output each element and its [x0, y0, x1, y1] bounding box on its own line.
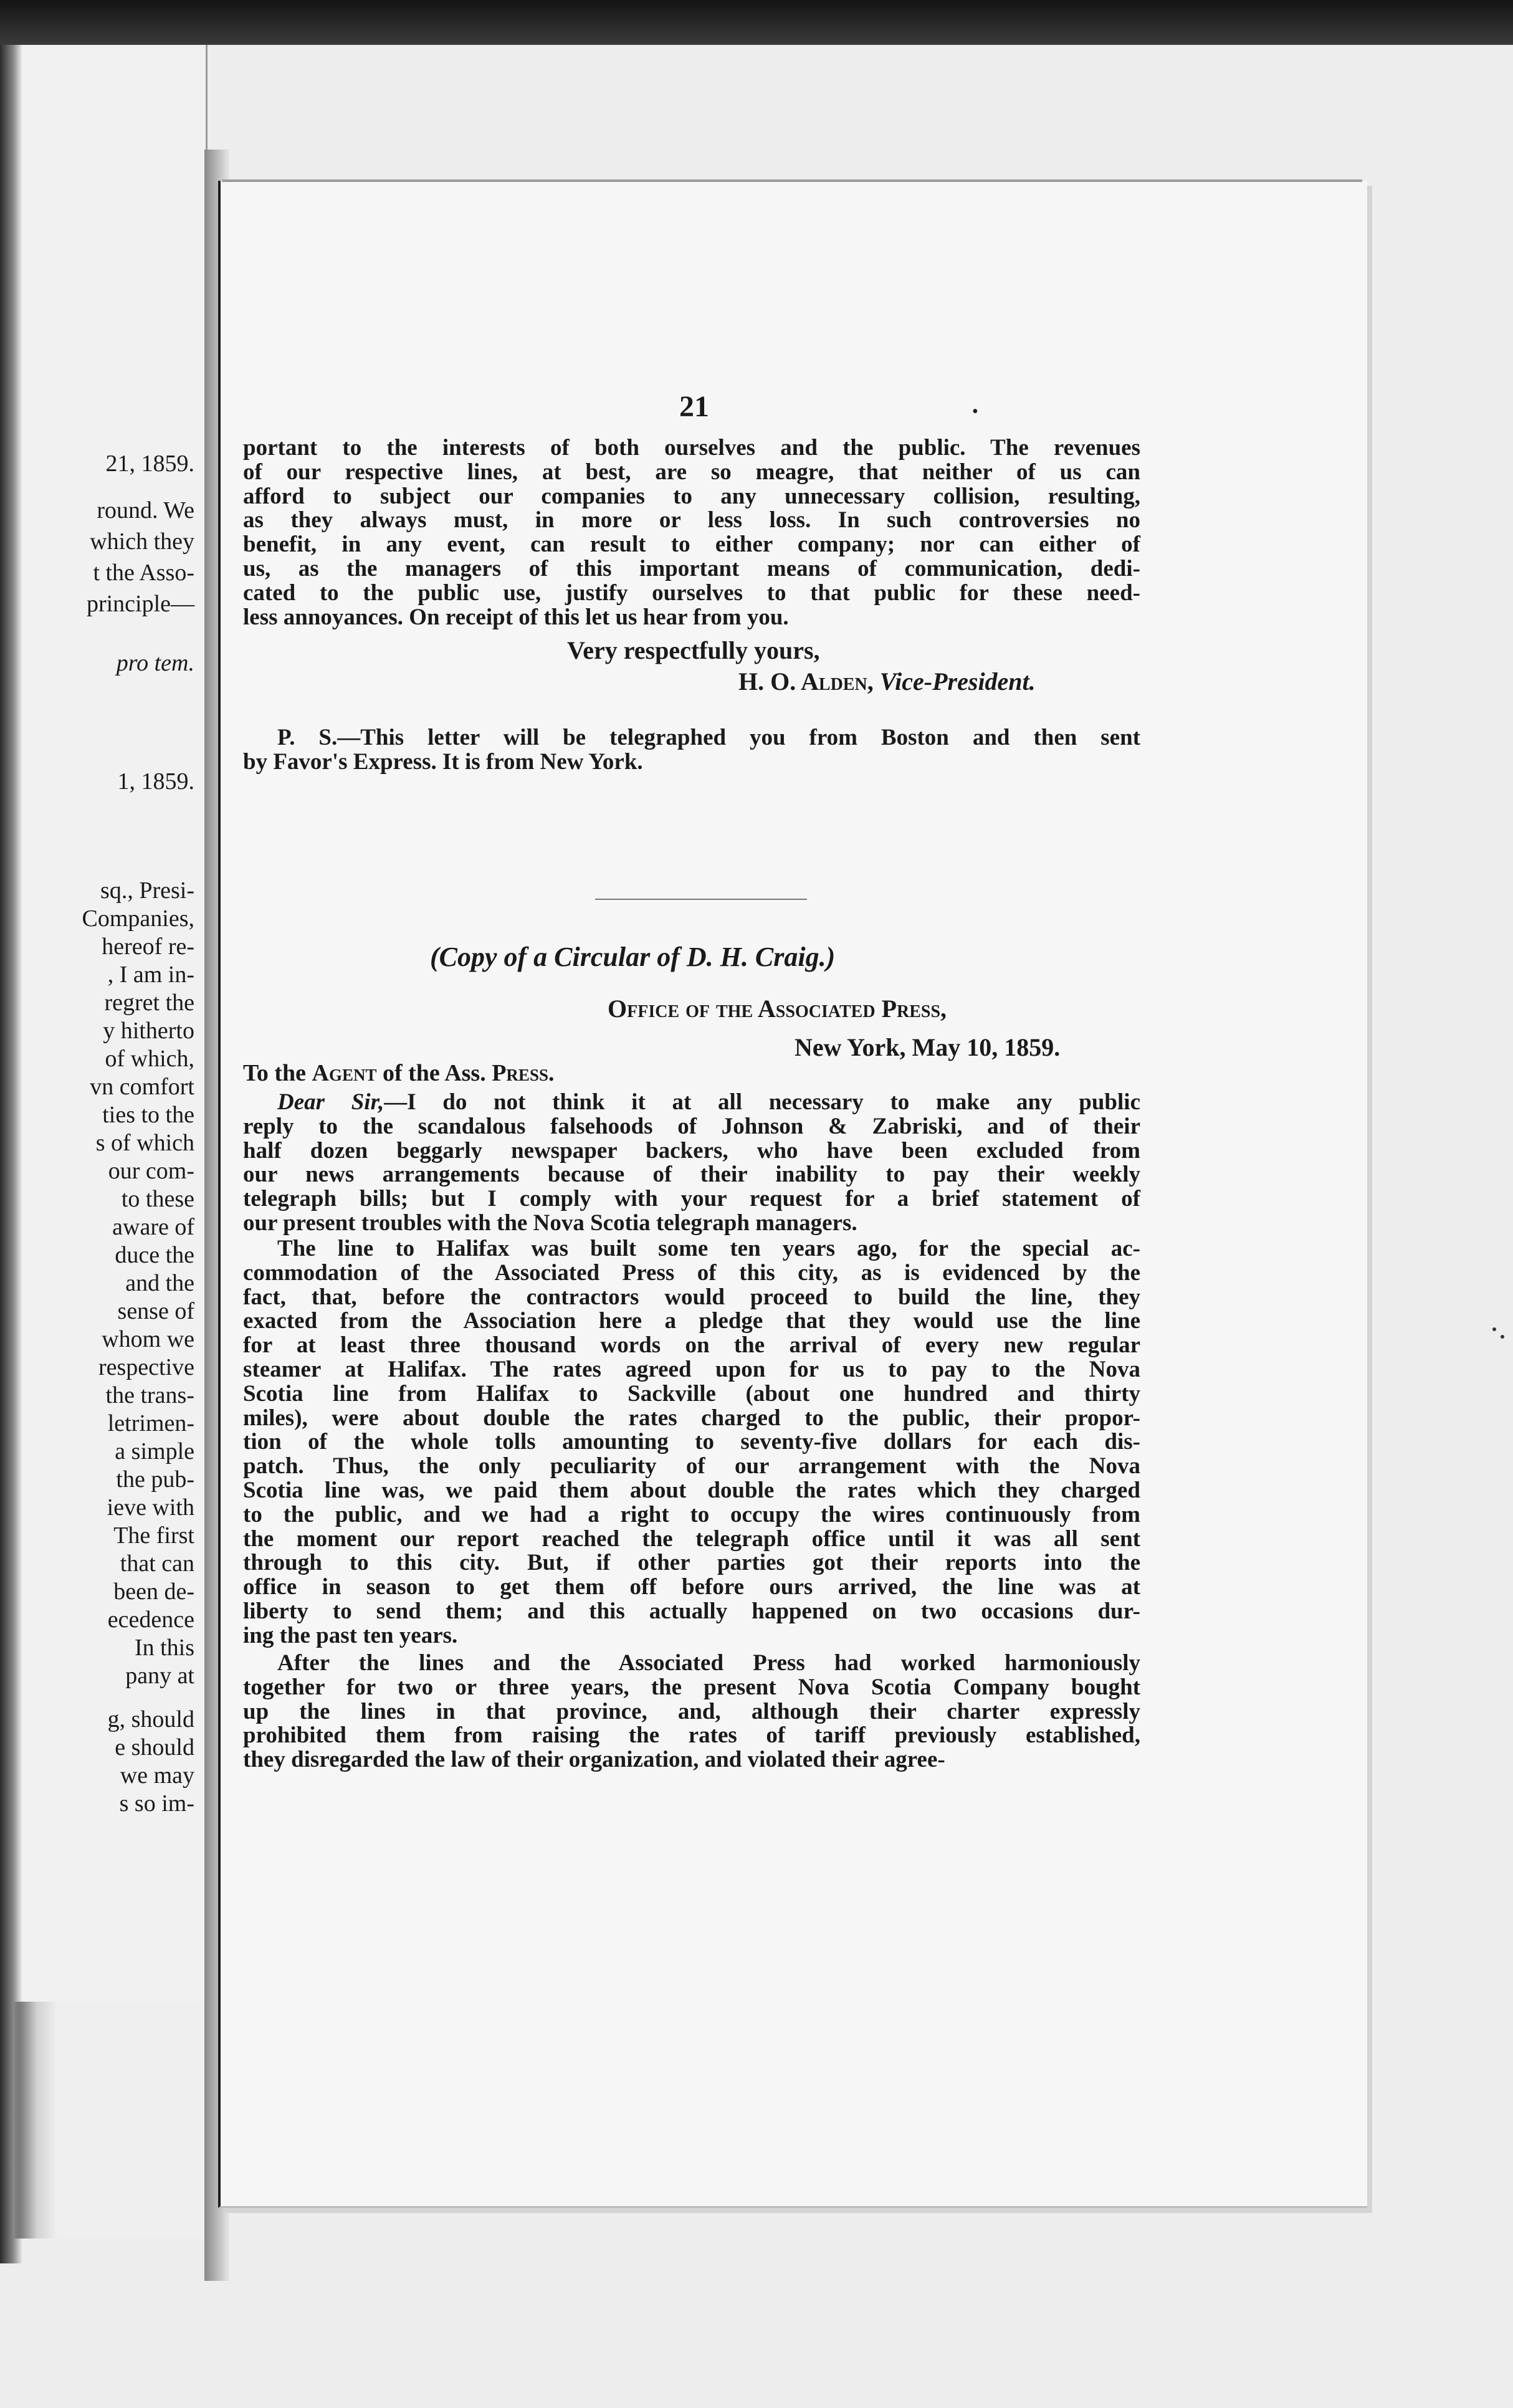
- previous-page-line: pro tem.: [116, 650, 194, 676]
- salutation-continuation: —I do not think it at all necessary to make any public: [384, 1089, 1140, 1115]
- previous-page-line: hereof re-: [102, 934, 194, 960]
- previous-page-line: principle—: [86, 591, 194, 617]
- previous-page-line: s of which: [95, 1130, 194, 1156]
- paragraph-3: [243, 1237, 1140, 1648]
- text-line: half dozen beggarly newspaper backers, who have been excluded from: [243, 1137, 1140, 1163]
- previous-page-line: sense of: [117, 1298, 194, 1324]
- addressee-prefix: To the: [243, 1060, 307, 1086]
- previous-page-line: regret the: [104, 990, 194, 1016]
- previous-page-line: e should: [115, 1734, 194, 1761]
- scan-top-border: [0, 0, 1513, 45]
- addressee-press: Press.: [492, 1060, 555, 1086]
- scan-speck: [1492, 1327, 1496, 1331]
- addressee-mid: of the Ass.: [382, 1060, 486, 1086]
- text-line: office in season to get them off before ours arrived, the line was at: [243, 1574, 1140, 1600]
- previous-page-line: whom we: [102, 1326, 194, 1352]
- closing: Very respectfully yours,: [567, 636, 820, 664]
- postscript: [243, 726, 1140, 775]
- text-line: ing the past ten years.: [243, 1622, 458, 1648]
- previous-page-line: the pub-: [116, 1466, 194, 1493]
- text-line: through to this city. But, if other parties got their reports into the: [243, 1550, 1140, 1576]
- previous-page-line: In this: [134, 1635, 194, 1661]
- previous-page-line: round. We: [97, 497, 194, 523]
- previous-page-line: which they: [90, 528, 194, 555]
- text-line: for at least three thousand words on the arrival of every new regular: [243, 1332, 1140, 1359]
- previous-page-line: that can: [120, 1550, 194, 1577]
- previous-page-line: vn comfort: [90, 1074, 194, 1100]
- previous-page-line: 21, 1859.: [105, 451, 194, 477]
- text-line: [243, 1091, 1140, 1115]
- text-line: telegraph bills; but I comply with your request for a brief statement of: [243, 1186, 1140, 1212]
- addressee: [243, 1059, 554, 1087]
- text-line: patch. Thus, the only peculiarity of our arrangement with the Nova: [243, 1453, 1140, 1479]
- previous-page-line: duce the: [115, 1242, 194, 1268]
- text-line: our news arrangements because of their inability to pay their weekly: [243, 1162, 1140, 1188]
- dateline: New York, May 10, 1859.: [795, 1033, 1061, 1061]
- previous-page-line: ieve with: [107, 1494, 194, 1521]
- previous-page-line: our com-: [108, 1158, 194, 1184]
- previous-page-line: aware of: [112, 1214, 194, 1240]
- signature-name: H. O. Alden,: [738, 667, 874, 695]
- text-line: us, as the managers of this important means of communication, dedi-: [243, 555, 1140, 581]
- previous-page-line: the trans-: [105, 1382, 194, 1408]
- text-line: steamer at Halifax. The rates agreed upon for us to pay to the Nova: [243, 1356, 1140, 1382]
- paragraph-2: [243, 1091, 1140, 1236]
- ink-mark: •: [972, 402, 978, 421]
- text-line: Scotia line was, we paid them about double the rates which they charged: [243, 1477, 1140, 1503]
- text-line: P. S.—This letter will be telegraphed you from Boston and then sent: [277, 725, 1140, 750]
- text-line: by Favor's Express. It is from New York.: [243, 748, 643, 775]
- paragraph-1: [243, 436, 1140, 629]
- text-line: commodation of the Associated Press of this city, as is evidenced by the: [243, 1259, 1140, 1286]
- previous-page-line: y hitherto: [103, 1018, 194, 1044]
- page-top-edge: [222, 179, 1362, 182]
- text-line: less annoyances. On receipt of this let us hear from you.: [243, 604, 789, 630]
- text-line: cated to the public use, justify ourselves to that public for these need-: [243, 580, 1140, 606]
- previous-page-line: been de-: [113, 1579, 194, 1605]
- previous-page-fragment: [0, 45, 208, 2238]
- previous-page-line: Companies,: [82, 905, 194, 932]
- page-number: 21: [679, 390, 709, 423]
- binding-shadow: [0, 2002, 206, 2238]
- text-line: the moment our report reached the telegraph office until it was all sent: [243, 1526, 1140, 1552]
- text-line: After the lines and the Associated Press had worked harmoniously: [277, 1650, 1140, 1676]
- text-line: to the public, and we had a right to occupy the wires continuously from: [243, 1501, 1140, 1527]
- scan-speck: [1501, 1335, 1504, 1339]
- signature: [738, 667, 1036, 696]
- previous-page-line: pany at: [125, 1663, 194, 1689]
- text-line: prohibited them from raising the rates of tariff previously established,: [243, 1722, 1140, 1749]
- previous-page-line: sq., Presi-: [100, 877, 194, 904]
- text-line: afford to subject our companies to any unnecessary collision, resulting,: [243, 483, 1140, 509]
- salutation: Dear Sir,: [277, 1089, 384, 1115]
- paragraph-4: [243, 1651, 1140, 1772]
- previous-page-line: and the: [125, 1270, 194, 1296]
- text-line: of our respective lines, at best, are so meagre, that neither of us can: [243, 459, 1140, 485]
- previous-page-line: The first: [113, 1522, 194, 1549]
- text-line: miles), were about double the rates charged to the public, their propor-: [243, 1405, 1140, 1431]
- previous-page-line: ecedence: [107, 1607, 194, 1633]
- text-line: fact, that, before the contractors would proceed to build the line, they: [243, 1284, 1140, 1310]
- text-line: exacted from the Association here a pledge that they would use the line: [243, 1308, 1140, 1334]
- section-divider: [595, 899, 807, 900]
- previous-page-line: respective: [98, 1354, 194, 1380]
- previous-page-line: s so im-: [119, 1790, 194, 1817]
- text-line: tion of the whole tolls amounting to seventy-five dollars for each dis-: [243, 1429, 1140, 1455]
- text-line: portant to the interests of both ourselves and the public. The revenues: [243, 435, 1140, 461]
- office-line: Office of the Associated Press,: [608, 995, 947, 1023]
- previous-page-line: a simple: [115, 1438, 194, 1464]
- previous-page-line: , I am in-: [107, 962, 194, 988]
- signature-title: Vice-President.: [879, 667, 1036, 695]
- text-line: our present troubles with the Nova Scotia telegraph managers.: [243, 1210, 857, 1236]
- text-line: together for two or three years, the present Nova Scotia Company bought: [243, 1674, 1140, 1700]
- previous-page-line: of which,: [105, 1046, 194, 1072]
- text-line: Scotia line from Halifax to Sackville (about one hundred and thirty: [243, 1380, 1140, 1407]
- addressee-agent: Agent: [312, 1060, 377, 1086]
- text-line: liberty to send them; and this actually happened on two occasions dur-: [243, 1598, 1140, 1624]
- previous-page-line: 1, 1859.: [117, 768, 194, 795]
- circular-heading: (Copy of a Circular of D. H. Craig.): [430, 942, 836, 972]
- text-line: up the lines in that province, and, although their charter expressly: [243, 1698, 1140, 1724]
- previous-page-line: t the Asso-: [93, 560, 194, 586]
- text-line: they disregarded the law of their organization, and violated their agree-: [243, 1747, 945, 1773]
- previous-page-line: we may: [120, 1762, 194, 1789]
- text-line: as they always must, in more or less loss. In such controversies no: [243, 507, 1140, 533]
- previous-page-line: g, should: [107, 1706, 194, 1732]
- book-edge-shadow: [0, 45, 22, 2263]
- previous-page-line: letrimen-: [107, 1410, 194, 1436]
- text-line: The line to Halifax was built some ten years ago, for the special ac-: [277, 1236, 1140, 1261]
- text-line: reply to the scandalous falsehoods of Johnson & Zabriski, and of their: [243, 1113, 1140, 1139]
- previous-page-line: to these: [121, 1186, 194, 1212]
- text-line: benefit, in any event, can result to either company; nor can either of: [243, 532, 1140, 558]
- previous-page-line: ties to the: [102, 1102, 194, 1128]
